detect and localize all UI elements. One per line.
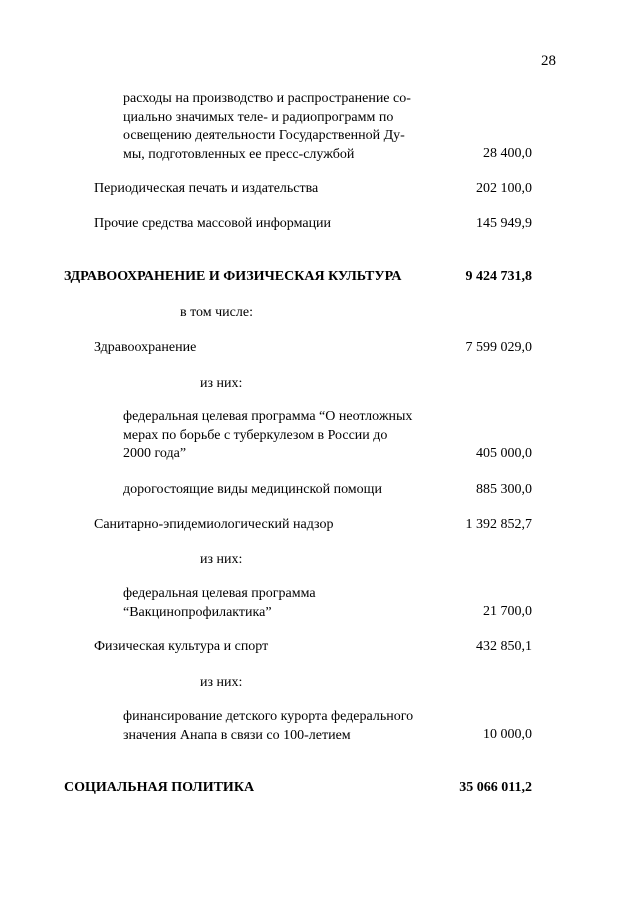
- row-value: 405 000,0: [476, 446, 532, 461]
- subheading-label: из них:: [200, 552, 243, 567]
- row-label: дорогостоящие виды медицинской помощи: [123, 482, 382, 497]
- section-total: 9 424 731,8: [465, 269, 532, 284]
- row-label: Санитарно-эпидемиологический надзор: [94, 517, 334, 532]
- row-value: 1 392 852,7: [465, 517, 532, 532]
- row-value: 432 850,1: [476, 639, 532, 654]
- subheading-label: из них:: [200, 376, 243, 391]
- page-number: 28: [541, 53, 556, 69]
- subheading-label: из них:: [200, 675, 243, 690]
- row-value: 202 100,0: [476, 181, 532, 196]
- row-value: 28 400,0: [483, 146, 532, 161]
- row-label: Прочие средства массовой информации: [94, 216, 332, 231]
- row-value: 10 000,0: [483, 727, 532, 742]
- row-label: федеральная целевая программа “О неотложных мерах по борьбе с туберкулезом в России до 2000 года”: [123, 409, 413, 461]
- row-value: 145 949,9: [476, 216, 532, 231]
- row-label: Периодическая печать и издательства: [94, 181, 319, 196]
- row-label: расходы на производство и распространение со- циально значимых теле- и радиопрограмм по освещению деятельности Государственной Ду- мы, подготовленных ее пресс-службой: [123, 91, 411, 162]
- section-title: СОЦИАЛЬНАЯ ПОЛИТИКА: [64, 780, 255, 795]
- section-title: ЗДРАВООХРАНЕНИЕ И ФИЗИЧЕСКАЯ КУЛЬТУРА: [64, 269, 402, 284]
- row-label: Здравоохранение: [94, 340, 197, 355]
- subheading-label: в том числе:: [180, 305, 253, 320]
- row-label: финансирование детского курорта федерального значения Анапа в связи со 100-летием: [123, 709, 414, 743]
- section-total: 35 066 011,2: [459, 780, 532, 795]
- row-label: федеральная целевая программа “Вакцинопрофилактика”: [123, 586, 316, 620]
- row-value: 21 700,0: [483, 604, 532, 619]
- row-value: 885 300,0: [476, 482, 532, 497]
- row-value: 7 599 029,0: [465, 340, 532, 355]
- row-label: Физическая культура и спорт: [94, 639, 269, 654]
